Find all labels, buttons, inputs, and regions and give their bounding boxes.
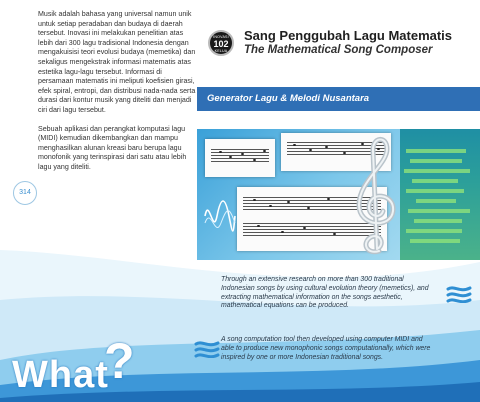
logo-top-text: INOVASI	[213, 35, 229, 39]
logo-number: 102	[213, 39, 229, 49]
question-mark: ?	[104, 333, 135, 389]
description-tool: A song computation tool then developed using computer MIDI and able to produce new monophonic songs computationally, which were inspired by one or more Indonesian traditional songs.	[221, 336, 431, 361]
logo-badge	[208, 30, 234, 56]
left-column	[38, 10, 198, 182]
title-english: The Mathematical Song Composer	[244, 44, 433, 56]
title-indonesian: Sang Penggubah Lagu Matematis	[244, 28, 453, 43]
music-illustration	[197, 129, 480, 260]
equalizer-screen	[400, 129, 480, 260]
intro-paragraph: Musik adalah bahasa yang universal namun unik untuk setiap peradaban dan budaya di daerah tersebut. Inovasi ini melakukan penelitian atas lebih dari 300 lagu tradisional Indonesia dengan mengakuisisi teori evolusi budaya (memetika) dan sekaligus mengekstrak informasi matematis atas estetika lagu-lagu tersebut. Informasi di persamaan matematis ini meliputi koefisien girasi, efek spiral, entropi, dan distribusi nada-nada serta durasi dari kontur musik yang diteliti dan menjadi ciri dari lagu tersebut.	[38, 10, 196, 114]
page-number: 314	[13, 181, 37, 205]
treble-clef-icon	[347, 131, 407, 259]
wave-icon	[446, 285, 472, 303]
sheet-music-small-left	[205, 139, 275, 177]
description-research: Through an extensive research on more than 300 traditional Indonesian songs by using cultural evolution theory (memetics), and extracting mathematical information on the songs aesthetic, mathematical equations can be produced.	[221, 276, 429, 310]
app-paragraph: Sebuah aplikasi dan perangkat komputasi lagu (MIDI) kemudian dikembangkan dan mampu menghasilkan alunan kreasi baru berupa lagu monofonik yang terinspirasi dari satu atau lebih lagu yang diteliti.	[38, 124, 187, 171]
what-word: What	[12, 354, 109, 396]
what-heading	[0, 328, 160, 402]
waveform-icon	[203, 191, 237, 241]
section-title: Generator Lagu & Melodi Nusantara	[207, 93, 370, 104]
logo-bottom-text: KELUA	[214, 49, 228, 53]
wave-icon	[194, 340, 220, 358]
section-band	[197, 87, 480, 111]
